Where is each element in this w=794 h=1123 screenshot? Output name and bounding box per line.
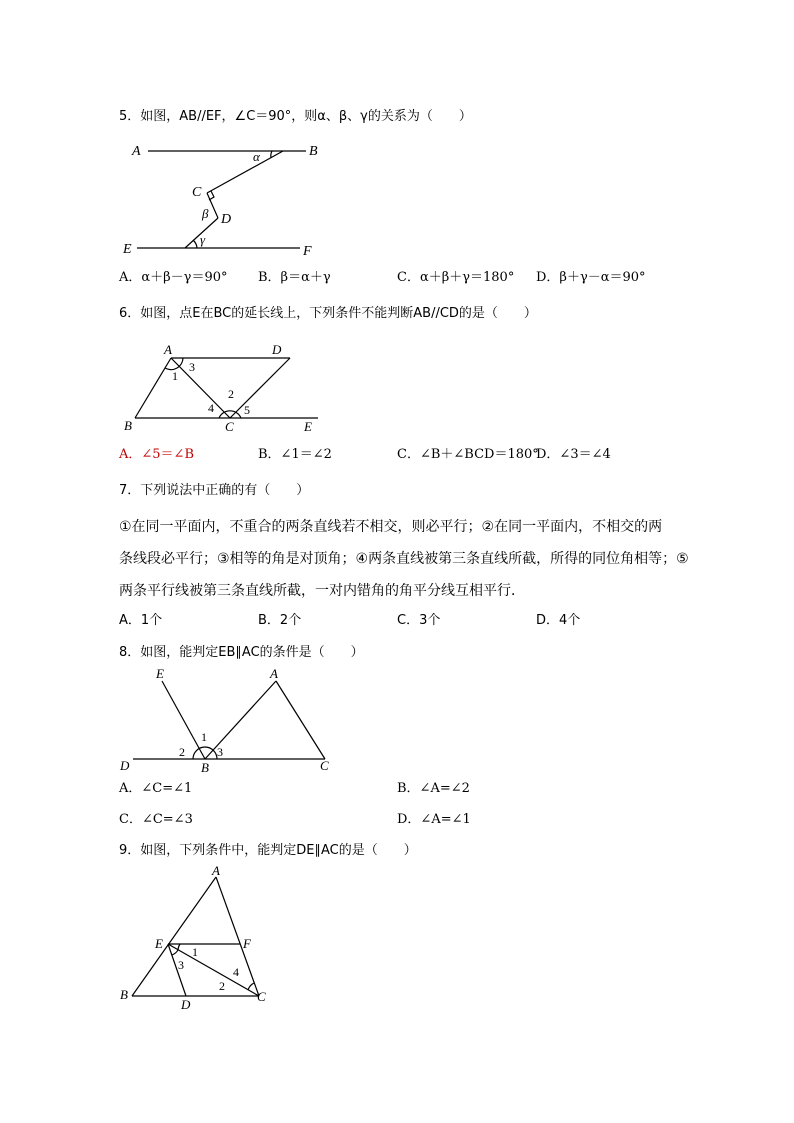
- q8-option-c: C．∠C=∠3: [119, 812, 193, 827]
- q5-option-b: B．β＝α＋γ: [258, 270, 331, 285]
- q6-option-a: A．∠5＝∠B: [119, 447, 194, 462]
- q8-stem: 8．如图，能判定EB∥AC的条件是（ ）: [119, 645, 364, 660]
- q9-label-b: B: [120, 987, 128, 1002]
- q9-angle-3: 3: [178, 958, 184, 972]
- q7-option-a: A．1个: [119, 613, 163, 628]
- q9-angle-arc-4: [248, 983, 254, 990]
- q9-label-c: C: [257, 989, 266, 1004]
- q9-stem: 9．如图，下列条件中，能判定DE∥AC的是（ ）: [119, 843, 417, 858]
- q6-label-a: A: [164, 342, 172, 357]
- segment-ab: [132, 877, 216, 996]
- q6-option-d: D．∠3＝∠4: [536, 447, 611, 462]
- q6-label-d: D: [272, 342, 282, 357]
- q9-angle-arc-1: [178, 944, 180, 950]
- q5-label-alpha: α: [253, 149, 260, 164]
- q5-label-f: F: [303, 244, 312, 259]
- q5-label-d: D: [221, 212, 232, 227]
- q6-label-b: B: [124, 418, 132, 433]
- q9-label-a: A: [212, 863, 220, 878]
- q7-body-line-1: ①在同一平面内，不重合的两条直线若不相交，则必平行；②在同一平面内，不相交的两: [119, 519, 663, 535]
- q8-option-a: A．∠C=∠1: [119, 781, 193, 796]
- q6-angle-2: 2: [228, 387, 234, 401]
- q9-label-f: F: [243, 936, 251, 951]
- q5-label-b: B: [309, 144, 318, 159]
- q7-option-b: B．2个: [258, 613, 302, 628]
- q6-angle-5: 5: [244, 403, 250, 417]
- q8-label-a: A: [270, 666, 278, 681]
- q6-stem: 6．如图，点E在BC的延长线上，下列条件不能判断AB//CD的是（ ）: [119, 306, 537, 321]
- q9-label-d: D: [181, 997, 191, 1012]
- q9-angle-arc-3: [172, 950, 178, 955]
- q8-angle-1: 1: [201, 730, 207, 744]
- q6-angle-1: 1: [172, 369, 178, 383]
- q8-label-e: E: [156, 666, 164, 681]
- q8-angle-2: 2: [179, 745, 185, 759]
- q5-label-beta: β: [202, 206, 209, 221]
- q9-angle-2: 2: [219, 979, 225, 993]
- q9-angle-4: 4: [233, 965, 239, 979]
- q5-option-a: A．α＋β－γ＝90°: [119, 270, 228, 285]
- q5-stem: 5．如图，AB//EF，∠C＝90°，则α、β、γ的关系为（ ）: [119, 109, 472, 124]
- q6-angle-3: 3: [189, 360, 195, 374]
- q5-option-d: D．β＋γ－α＝90°: [536, 270, 646, 285]
- q6-label-e: E: [304, 419, 312, 434]
- q5-label-c: C: [192, 185, 202, 200]
- q8-option-b: B．∠A=∠2: [397, 781, 470, 796]
- q6-angle-4: 4: [208, 401, 214, 415]
- q5-label-gamma: γ: [200, 232, 206, 247]
- q8-angle-3: 3: [217, 745, 223, 759]
- q7-body-line-3: 两条平行线被第三条直线所截，一对内错角的角平分线互相平行．: [119, 583, 525, 599]
- q6-option-b: B．∠1＝∠2: [258, 447, 332, 462]
- q9-label-e: E: [155, 936, 163, 951]
- q9-angle-1: 1: [192, 945, 198, 959]
- q6-label-c: C: [225, 419, 234, 434]
- q5-option-c: C．α＋β＋γ＝180°: [397, 270, 515, 285]
- q8-label-c: C: [320, 758, 329, 773]
- q8-option-d: D．∠A=∠1: [397, 812, 471, 827]
- q7-option-d: D．4个: [536, 613, 581, 628]
- q5-label-a: A: [132, 144, 141, 159]
- q8-label-d: D: [120, 758, 130, 773]
- q5-label-e: E: [123, 242, 132, 257]
- q7-body-line-2: 条线段必平行；③相等的角是对顶角；④两条直线被第三条直线所截，所得的同位角相等；⑤: [119, 551, 689, 567]
- q8-label-b: B: [201, 760, 209, 775]
- q7-option-c: C．3个: [397, 613, 441, 628]
- q7-stem: 7．下列说法中正确的有（ ）: [119, 483, 310, 498]
- q6-option-c: C．∠B＋∠BCD＝180°: [397, 447, 539, 462]
